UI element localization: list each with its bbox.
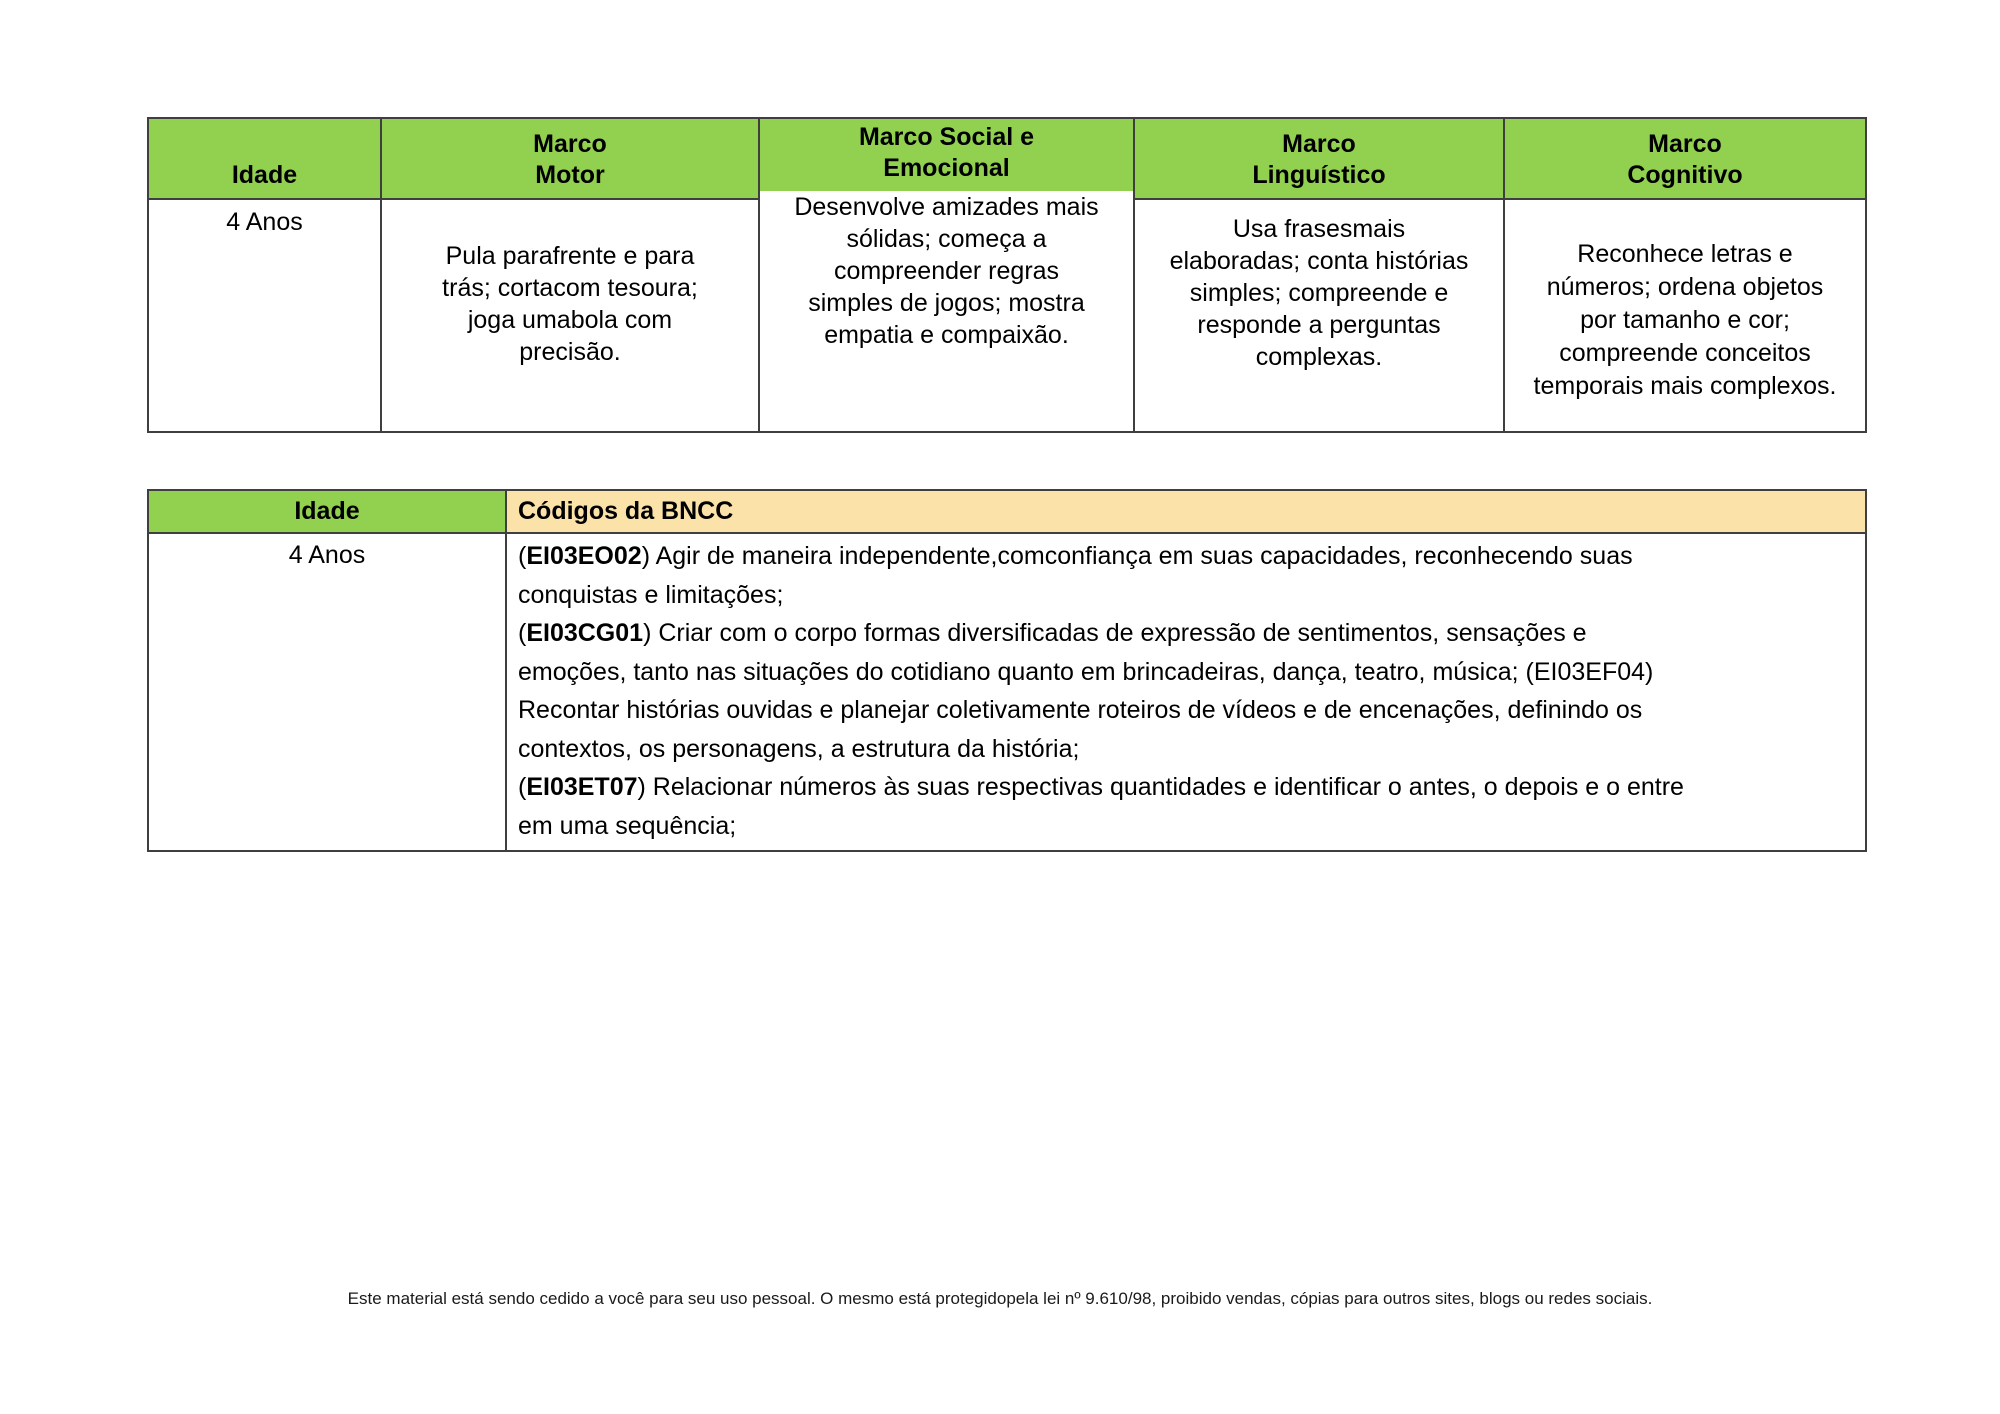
milestones-cognitivo-text: Reconhece letras e números; ordena objetos por tamanho e cor; compreende conceitos temporais mais complexos.	[1533, 240, 1837, 400]
milestones-header-cognitivo: Marco Cognitivo	[1503, 119, 1865, 200]
milestones-motor-text: Pula parafrente e para trás; cortacom tesoura; joga umabola com precisão.	[442, 242, 698, 366]
milestones-cell-social-emocional	[758, 193, 1133, 431]
milestones-header-social-emocional: Marco Social e Emocional	[758, 119, 1133, 200]
copyright-notice: Este material está sendo cedido a você para seu uso pessoal. O mesmo está protegidopela lei nº 9.610/98, proibido vendas, cópias para outros sites, blogs ou redes sociais.	[347, 1289, 1653, 1308]
bncc-header-codigos: Códigos da BNCC	[505, 491, 1865, 534]
milestones-header-motor: Marco Motor	[380, 119, 758, 200]
bncc-header-idade: Idade	[149, 491, 505, 534]
milestones-social-text: Desenvolve amizades mais sólidas; começa a compreender regras simples de jogos; mostra empatia e compaixão.	[760, 191, 1133, 351]
milestones-linguistico-text: Usa frasesmais elaboradas; conta histórias simples; compreende e responde a perguntas complexas.	[1169, 215, 1469, 371]
milestones-table	[147, 117, 1867, 433]
milestones-header-linguistico: Marco Linguístico	[1133, 119, 1503, 200]
milestones-cell-idade: 4 Anos	[226, 208, 303, 236]
bncc-cell-codigos: (EI03EO02) Agir de maneira independente,comconfiança em suas capacidades, reconhecendo suas conquistas e limitações; (EI03CG01) Criar com o corpo formas diversificadas de expressão de sentimentos, sensações e emoções, tanto nas situações do cotidiano quanto em brincadeiras, dança, teatro, música; (EI03EF04) Recontar histórias ouvidas e planejar coletivamente roteiros de vídeos e de encenações, definindo os contextos, os personagens, a estrutura da história; (EI03ET07) Relacionar números às suas respectivas quantidades e identificar o antes, o depois e o entre em uma sequência;	[505, 534, 1865, 850]
milestones-cell-linguistico	[1133, 200, 1503, 431]
milestones-header-idade: Idade	[149, 119, 380, 200]
milestones-cell-motor	[380, 200, 758, 431]
milestones-cell-cognitivo	[1503, 200, 1865, 431]
bncc-table	[147, 489, 1867, 852]
bncc-cell-idade: 4 Anos	[288, 541, 366, 569]
